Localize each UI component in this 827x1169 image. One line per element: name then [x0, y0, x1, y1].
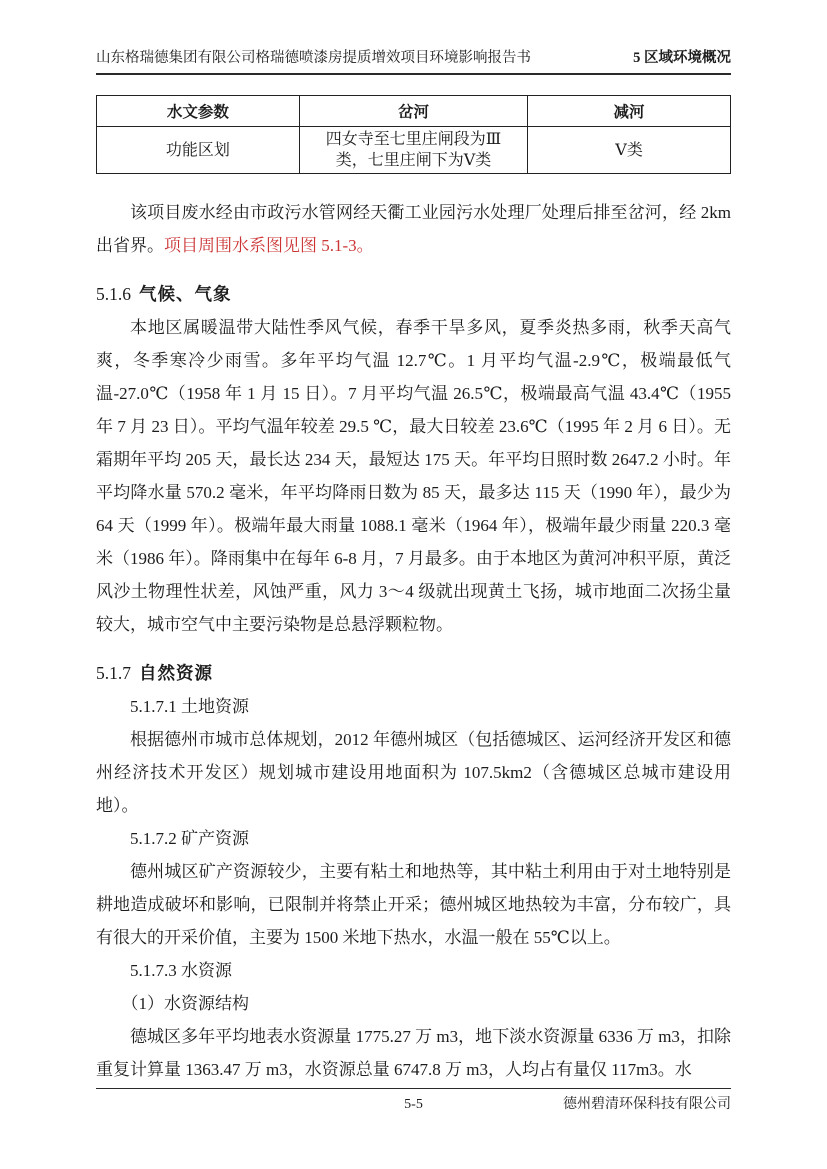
subheading-water-structure: （1）水资源结构 [121, 994, 249, 1013]
para-climate: 本地区属暖温带大陆性季风气候，春季干旱多风，夏季炎热多雨，秋季天高气爽，冬季寒冷少雨雪。多年平均气温 12.7℃。1 月平均气温-2.9℃，极端最低气温-27.0℃（1958 年 1 月 15 日）。7 月平均气温 26.5℃，极端最高气温 43.4℃（1955 年 7 月 23 日）。平均气温年较差 29.5 ℃，最大日较差 23.6℃（1995 年 2 月 6 日）。无霜期年平均 205 天，最长达 234 天，最短达 175 天。年平均日照时数 2647.2 小时。年平均降水量 570.2 毫米，年平均降雨日数为 85 天，最多达 115 天（1990 年），最少为 64 天（1999 年）。极端年最大雨量 1088.1 毫米（1964 年），极端年最少雨量 220.3 毫米（1986 年）。降雨集中在每年 6-8 月，7 月最多。由于本地区为黄河冲积平原，黄泛风沙土物理性状差，风蚀严重，风力 3～4 级就出现黄土飞扬，城市地面二次扬尘量较大，城市空气中主要污染物是总悬浮颗粒物。 [96, 318, 731, 634]
figure-reference-link: 项目周围水系图见图 5.1-3。 [164, 236, 374, 255]
para-wastewater-text: 该项目废水经由市政污水管网经天衢工业园污水处理厂处理后排至岔河，经 2km 出省界。 [96, 203, 731, 255]
para-water-resources: 德城区多年平均地表水资源量 1775.27 万 m3，地下淡水资源量 6336 万 m3，扣除重复计算量 1363.47 万 m3，水资源总量 6747.8 万 m3，人均占有量仅 117m3。水 [96, 1027, 731, 1079]
heading-title: 自然资源 [139, 663, 213, 683]
heading-5-1-7 [96, 657, 731, 690]
page-footer [96, 1088, 731, 1113]
subheading-5-1-7-2: 5.1.7.2 矿产资源 [130, 829, 249, 848]
footer-company-name: 德州碧清环保科技有限公司 [563, 1097, 731, 1112]
page-number: 5-5 [404, 1097, 423, 1112]
table-header-row [97, 96, 731, 127]
para-wastewater [96, 196, 731, 262]
header-report-title: 山东格瑞德集团有限公司格瑞德喷漆房提质增效项目环境影响报告书 [96, 50, 531, 66]
heading-number: 5.1.6 [96, 284, 131, 304]
table-row [97, 127, 731, 174]
para-mineral-resources: 德州城区矿产资源较少，主要有粘土和地热等，其中粘土利用由于对土地特别是耕地造成破坏和影响，已限制并将禁止开采；德州城区地热较为丰富，分布较广，具有很大的开采价值，主要为 1500 米地下热水，水温一般在 55℃以上。 [96, 862, 731, 947]
subheading-5-1-7-1: 5.1.7.1 土地资源 [130, 697, 249, 716]
para-land-resources: 根据德州市城市总体规划，2012 年德州城区（包括德城区、运河经济开发区和德州经济技术开发区）规划城市建设用地面积为 107.5km2（含德城区总城市建设用地）。 [96, 730, 731, 815]
header-section-title: 5 区域环境概况 [633, 50, 731, 66]
page-header [96, 50, 731, 75]
cell-function-zoning: 功能区划 [97, 127, 300, 174]
table-header-chahe: 岔河 [299, 96, 527, 127]
hydrology-table [96, 95, 731, 174]
table-header-jianhe: 减河 [528, 96, 731, 127]
table-header-hydro-param: 水文参数 [97, 96, 300, 127]
cell-jianhe-class: Ⅴ类 [528, 127, 731, 174]
heading-number: 5.1.7 [96, 663, 131, 683]
heading-5-1-6 [96, 278, 731, 311]
heading-title: 气候、气象 [139, 284, 232, 304]
subheading-5-1-7-3: 5.1.7.3 水资源 [130, 961, 232, 980]
cell-chahe-class: 四女寺至七里庄闸段为Ⅲ类，七里庄闸下为Ⅴ类 [299, 127, 527, 174]
